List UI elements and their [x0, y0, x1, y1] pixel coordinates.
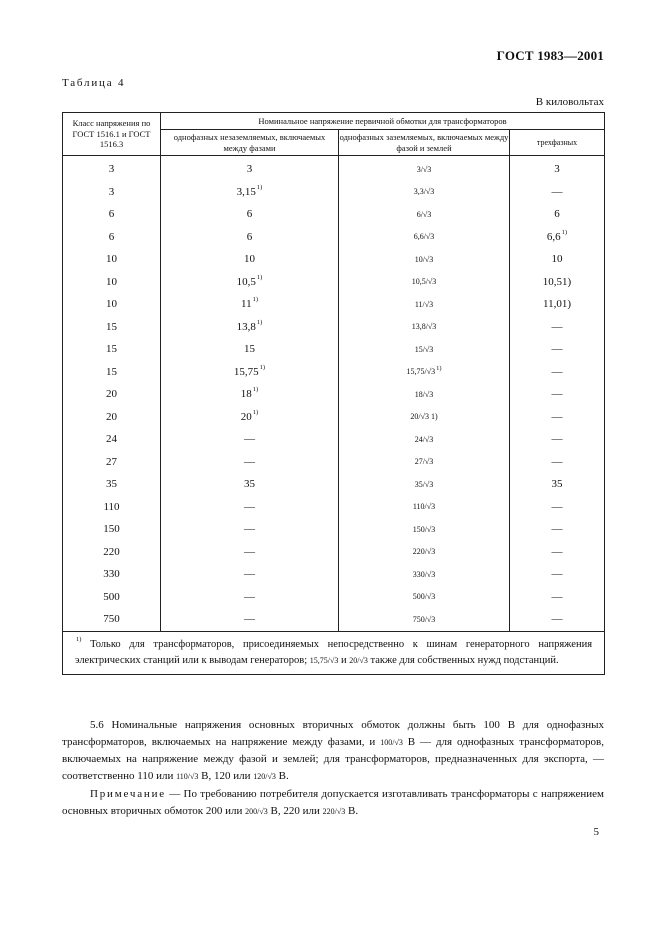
- cell-single-ungrounded: [161, 541, 339, 564]
- cell-single-grounded: [339, 496, 510, 519]
- cell-single-grounded: [339, 518, 510, 541]
- header-single-grounded: однофазных заземляемых, включаемых между фазой и землей: [339, 130, 510, 156]
- footnote-marker: 1): [76, 635, 82, 643]
- cell-single-ungrounded-value: 3,15: [236, 185, 256, 198]
- cell-three-phase-value: 6,6: [546, 230, 561, 243]
- cell-single-ungrounded: [161, 406, 339, 429]
- cell-class-value: 24: [106, 433, 117, 446]
- cell-single-ungrounded: [161, 293, 339, 316]
- cell-single-ungrounded: [161, 451, 339, 474]
- table-row: [63, 156, 605, 181]
- cell-single-grounded-value: 10,5/√3: [411, 277, 437, 287]
- cell-single-ungrounded: [161, 563, 339, 586]
- cell-three-phase-value: —: [551, 613, 563, 626]
- cell-class-value: 20: [106, 410, 117, 423]
- cell-class-value: 500: [103, 590, 120, 603]
- cell-single-ungrounded-value: —: [244, 613, 255, 626]
- cell-single-grounded: [339, 541, 510, 564]
- cell-class-value: 35: [106, 478, 117, 491]
- cell-class-value: 10: [106, 275, 117, 288]
- cell-three-phase: [510, 361, 605, 384]
- footnote-text: Только для трансформаторов, присоединяемых непосредственно к шинам генераторного напряжения электрических станций или к выводам генераторов;: [75, 638, 593, 666]
- table-row: [63, 293, 605, 316]
- page-number: 5: [593, 826, 599, 838]
- cell-single-ungrounded-value: 13,8: [236, 320, 256, 333]
- cell-single-ungrounded-value: 6: [246, 230, 253, 243]
- cell-three-phase-value: —: [551, 388, 563, 401]
- cell-single-grounded: [339, 181, 510, 204]
- cell-single-grounded-value: 20/√3 1): [410, 412, 438, 422]
- note-expr: 200/√3: [245, 807, 268, 817]
- cell-three-phase-value: 10,51): [542, 275, 572, 288]
- footnote-conj: и: [338, 654, 350, 666]
- table-row: [63, 428, 605, 451]
- table-body: [63, 156, 605, 632]
- cell-single-grounded: [339, 608, 510, 631]
- cell-single-grounded-value: 15/√3: [414, 344, 434, 354]
- cell-three-phase-value: —: [551, 343, 563, 356]
- table-row: [63, 406, 605, 429]
- cell-three-phase-value: —: [551, 365, 563, 378]
- cell-three-phase-value: —: [551, 568, 563, 581]
- note-text: В.: [345, 805, 359, 818]
- cell-three-phase: [510, 156, 605, 181]
- cell-single-ungrounded: [161, 383, 339, 406]
- cell-single-ungrounded: [161, 248, 339, 271]
- note-expr: 220/√3: [322, 807, 346, 817]
- cell-single-grounded-value: 330/√3: [412, 569, 436, 579]
- cell-three-phase-value: 3: [554, 163, 560, 176]
- table-row: [63, 203, 605, 226]
- cell-class-value: 220: [103, 545, 120, 558]
- cell-single-ungrounded-value: 15,75: [233, 365, 259, 378]
- cell-single-grounded: [339, 156, 510, 181]
- cell-single-ungrounded-value: 18: [240, 388, 252, 401]
- cell-three-phase-value: —: [551, 320, 563, 333]
- cell-single-ungrounded: [161, 181, 339, 204]
- table-row: [63, 608, 605, 631]
- table-row: [63, 383, 605, 406]
- cell-single-ungrounded-value: —: [244, 523, 255, 536]
- note-paragraph: [62, 786, 604, 820]
- cell-three-phase-value: 10: [551, 253, 563, 266]
- paragraph-text: В — для однофазных трансформаторов, включаемых на напряжение между фазой и землей; для трансформаторов, предназначенных для экспорта, — соответственно 110 или: [62, 736, 604, 783]
- cell-class: [63, 406, 161, 429]
- cell-single-ungrounded-value: —: [244, 568, 255, 581]
- cell-three-phase-value: —: [551, 500, 563, 513]
- cell-class: [63, 428, 161, 451]
- cell-single-grounded-value: 220/√3: [412, 547, 436, 557]
- table-row: [63, 271, 605, 294]
- cell-class: [63, 473, 161, 496]
- cell-three-phase-value: —: [551, 185, 563, 198]
- cell-three-phase: [510, 203, 605, 226]
- footnote-expr: 20/√3: [349, 655, 368, 665]
- paragraph-expr: 100/√3: [380, 738, 403, 748]
- cell-class: [63, 451, 161, 474]
- cell-class-value: 10: [106, 253, 117, 266]
- cell-class: [63, 496, 161, 519]
- table-row: [63, 338, 605, 361]
- cell-class: [63, 156, 161, 181]
- cell-single-ungrounded-value: —: [244, 455, 255, 468]
- cell-single-ungrounded-value: 10: [244, 253, 255, 266]
- table-footnote: [63, 631, 605, 675]
- cell-class: [63, 316, 161, 339]
- cell-class: [63, 608, 161, 631]
- footnote-ref: 1): [256, 273, 263, 281]
- cell-single-grounded: [339, 271, 510, 294]
- cell-single-grounded: [339, 203, 510, 226]
- footnote-ref: 1): [256, 183, 263, 191]
- footnote-ref: 1): [436, 365, 442, 373]
- cell-class-value: 27: [106, 455, 117, 468]
- cell-class: [63, 586, 161, 609]
- cell-three-phase: [510, 473, 605, 496]
- cell-single-ungrounded: [161, 203, 339, 226]
- header-group: Номинальное напряжение первичной обмотки для трансформаторов: [161, 113, 605, 130]
- cell-class: [63, 563, 161, 586]
- table-row: [63, 563, 605, 586]
- cell-class: [63, 181, 161, 204]
- cell-single-ungrounded-value: 20: [240, 410, 252, 423]
- cell-class-value: 6: [108, 230, 115, 243]
- cell-single-grounded: [339, 361, 510, 384]
- cell-class-value: 3: [108, 163, 115, 176]
- table-row: [63, 316, 605, 339]
- voltage-table: [62, 112, 605, 675]
- cell-single-grounded: [339, 248, 510, 271]
- table-caption: Таблица 4: [62, 77, 126, 89]
- cell-class: [63, 203, 161, 226]
- table-row: [63, 518, 605, 541]
- cell-single-grounded: [339, 563, 510, 586]
- cell-single-ungrounded: [161, 518, 339, 541]
- cell-single-ungrounded: [161, 316, 339, 339]
- cell-single-grounded-value: 500/√3: [412, 592, 436, 602]
- note-text: В, 220 или: [267, 805, 323, 818]
- cell-three-phase: [510, 293, 605, 316]
- cell-three-phase: [510, 316, 605, 339]
- footnote-ref: 1): [256, 318, 263, 326]
- cell-single-grounded-value: 13,8/√3: [411, 322, 437, 332]
- cell-three-phase: [510, 271, 605, 294]
- cell-class: [63, 271, 161, 294]
- header-class: Класс напряжения по ГОСТ 1516.1 и ГОСТ 1516.3: [63, 113, 161, 156]
- cell-class: [63, 541, 161, 564]
- cell-single-ungrounded: [161, 156, 339, 181]
- cell-three-phase: [510, 608, 605, 631]
- units-note: В киловольтах: [535, 96, 604, 108]
- cell-single-grounded-value: 11/√3: [414, 299, 434, 309]
- cell-three-phase: [510, 496, 605, 519]
- cell-single-grounded: [339, 451, 510, 474]
- cell-single-ungrounded-value: 35: [244, 478, 255, 491]
- cell-three-phase: [510, 541, 605, 564]
- cell-single-ungrounded-value: 15: [244, 343, 255, 356]
- cell-single-ungrounded-value: 6: [246, 208, 253, 221]
- paragraph-text: 5.6 Номинальные напряжения основных вторичных обмоток должны быть 100 В для однофазных трансформаторов, включаемых на напряжение между фазами, и: [62, 719, 604, 749]
- cell-three-phase: [510, 518, 605, 541]
- cell-single-ungrounded: [161, 271, 339, 294]
- table-row: [63, 361, 605, 384]
- cell-three-phase-value: —: [551, 410, 563, 423]
- cell-single-ungrounded-value: —: [244, 590, 255, 603]
- cell-single-grounded-value: 110/√3: [412, 502, 436, 512]
- cell-three-phase-value: 6: [554, 208, 560, 221]
- footnote-ref: 1): [561, 228, 568, 236]
- cell-single-grounded: [339, 383, 510, 406]
- cell-three-phase: [510, 338, 605, 361]
- table-row: [63, 473, 605, 496]
- paragraph-expr: 110/√3: [176, 772, 199, 782]
- cell-three-phase: [510, 563, 605, 586]
- cell-single-ungrounded-value: —: [244, 545, 255, 558]
- cell-class-value: 6: [108, 208, 115, 221]
- footnote-expr: 15,75/√3: [309, 655, 339, 665]
- table-row: [63, 181, 605, 204]
- cell-single-grounded-value: 150/√3: [412, 524, 436, 534]
- cell-single-grounded-value: 6/√3: [416, 209, 432, 219]
- cell-single-grounded-value: 35/√3: [414, 479, 434, 489]
- cell-single-ungrounded: [161, 586, 339, 609]
- cell-single-ungrounded: [161, 496, 339, 519]
- footnote-ref: 1): [252, 386, 259, 394]
- cell-single-ungrounded: [161, 338, 339, 361]
- cell-single-grounded-value: 3/√3: [416, 164, 432, 174]
- cell-class: [63, 383, 161, 406]
- cell-single-ungrounded-value: —: [244, 433, 255, 446]
- header-three-phase: трехфазных: [510, 130, 605, 156]
- table-row: [63, 226, 605, 249]
- cell-class: [63, 338, 161, 361]
- cell-single-ungrounded: [161, 428, 339, 451]
- cell-single-ungrounded: [161, 473, 339, 496]
- cell-single-grounded-value: 15,75/√3: [406, 367, 436, 377]
- cell-class-value: 110: [103, 500, 120, 513]
- footnote-ref: 1): [252, 408, 259, 416]
- paragraph-5-6: [62, 717, 604, 785]
- cell-single-grounded-value: 750/√3: [412, 614, 436, 624]
- cell-single-grounded: [339, 586, 510, 609]
- cell-single-ungrounded: [161, 226, 339, 249]
- note-text: — По требованию потребителя допускается изготавливать трансформаторы с напряжением основных вторичных обмоток 200 или: [62, 788, 604, 818]
- cell-single-ungrounded-value: 11: [240, 298, 252, 311]
- paragraph-text: В.: [275, 770, 289, 783]
- cell-three-phase: [510, 406, 605, 429]
- table-row: [63, 248, 605, 271]
- table-row: [63, 496, 605, 519]
- table-row: [63, 541, 605, 564]
- cell-three-phase: [510, 428, 605, 451]
- cell-class-value: 330: [103, 568, 120, 581]
- table-row: [63, 586, 605, 609]
- cell-three-phase-value: —: [551, 433, 563, 446]
- cell-single-grounded: [339, 473, 510, 496]
- cell-class-value: 150: [103, 523, 120, 536]
- cell-class-value: 750: [103, 613, 120, 626]
- cell-class: [63, 361, 161, 384]
- cell-class-value: 3: [108, 185, 115, 198]
- cell-single-grounded-value: 10/√3: [414, 254, 434, 264]
- cell-single-grounded-value: 18/√3: [414, 389, 434, 399]
- cell-single-grounded-value: 24/√3: [414, 434, 434, 444]
- header-single-ungrounded: однофазных незаземляемых, включаемых между фазами: [161, 130, 339, 156]
- cell-three-phase-value: —: [551, 545, 563, 558]
- cell-single-ungrounded: [161, 361, 339, 384]
- paragraph-expr: 120/√3: [253, 772, 276, 782]
- cell-single-ungrounded-value: 3: [246, 163, 253, 176]
- cell-single-ungrounded-value: 10,5: [236, 275, 256, 288]
- cell-single-ungrounded: [161, 608, 339, 631]
- cell-class-value: 15: [106, 320, 117, 333]
- note-label: Примечание: [90, 788, 166, 800]
- document-title: ГОСТ 1983—2001: [496, 48, 604, 63]
- cell-class: [63, 248, 161, 271]
- cell-class-value: 15: [106, 343, 117, 356]
- cell-single-grounded: [339, 428, 510, 451]
- cell-class-value: 20: [106, 388, 117, 401]
- cell-three-phase: [510, 248, 605, 271]
- cell-class-value: 10: [106, 298, 117, 311]
- cell-three-phase: [510, 451, 605, 474]
- cell-single-grounded: [339, 293, 510, 316]
- footnote-ref: 1): [259, 363, 266, 371]
- cell-three-phase: [510, 226, 605, 249]
- cell-single-grounded: [339, 226, 510, 249]
- cell-single-grounded-value: 27/√3: [414, 457, 434, 467]
- cell-single-grounded-value: 6,6/√3: [413, 232, 435, 242]
- cell-three-phase: [510, 383, 605, 406]
- cell-three-phase-value: —: [551, 590, 563, 603]
- cell-single-grounded: [339, 316, 510, 339]
- cell-three-phase: [510, 181, 605, 204]
- cell-single-grounded-value: 3,3/√3: [413, 187, 435, 197]
- cell-single-grounded: [339, 406, 510, 429]
- footnote-text: также для собственных нужд подстанций.: [367, 654, 559, 666]
- cell-class-value: 15: [106, 365, 117, 378]
- cell-class: [63, 226, 161, 249]
- cell-three-phase-value: 35: [551, 478, 563, 491]
- cell-single-grounded: [339, 338, 510, 361]
- table-row: [63, 451, 605, 474]
- cell-class: [63, 518, 161, 541]
- paragraph-text: В, 120 или: [198, 770, 254, 783]
- cell-three-phase-value: —: [551, 455, 563, 468]
- footnote-ref: 1): [252, 296, 258, 304]
- cell-three-phase-value: —: [551, 523, 563, 536]
- cell-three-phase: [510, 586, 605, 609]
- cell-single-ungrounded-value: —: [244, 500, 255, 513]
- cell-three-phase-value: 11,01): [543, 298, 572, 311]
- cell-class: [63, 293, 161, 316]
